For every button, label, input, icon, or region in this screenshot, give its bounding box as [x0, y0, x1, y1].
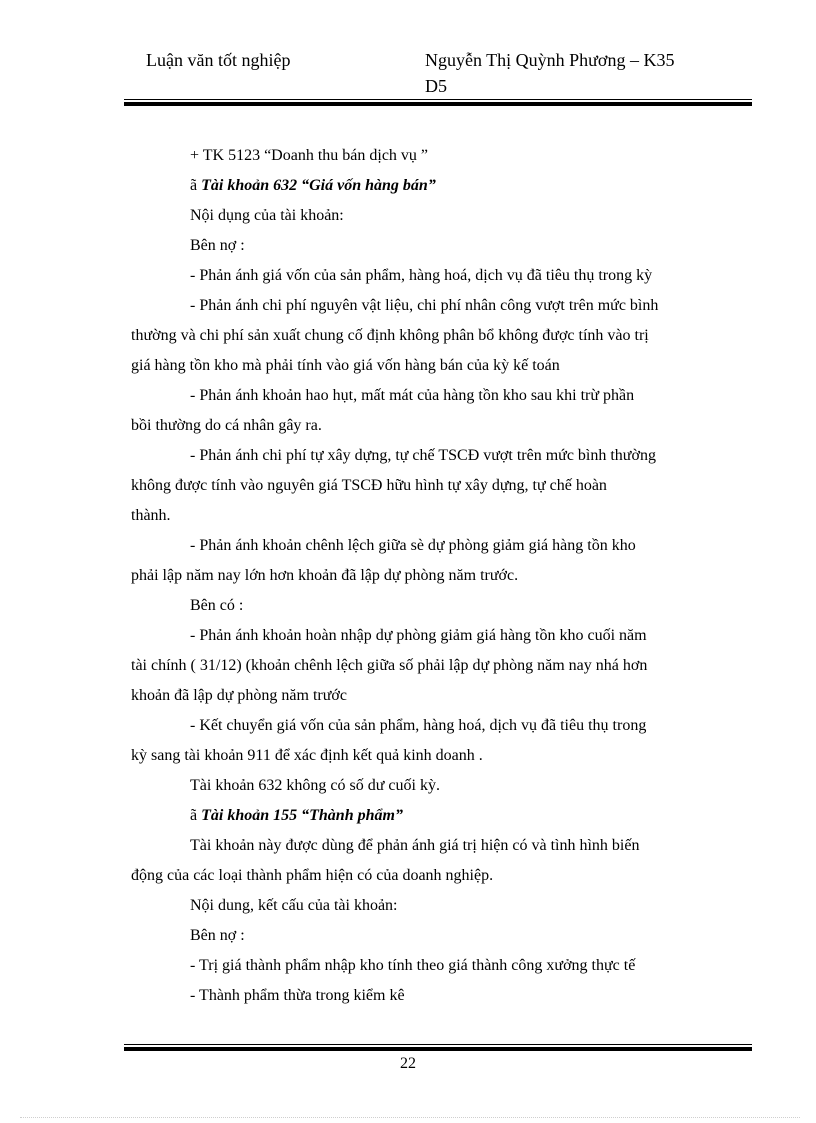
text-line: Tài khoản 632 không có số dư cuối kỳ.: [190, 777, 440, 794]
bullet-symbol: ã: [190, 807, 198, 824]
text-line: - Phản ánh khoản hoàn nhập dự phòng giảm giá hàng tồn kho cuối năm: [190, 627, 647, 644]
text-line: - Trị giá thành phẩm nhập kho tính theo giá thành công xưởng thực tế: [190, 957, 636, 974]
document-body: [131, 141, 740, 1011]
heading-text: Tài khoản 632 “Giá vốn hàng bán”: [201, 177, 436, 194]
header-rule-thin: [124, 99, 752, 100]
text-line: - Phản ánh khoản chênh lệch giữa sè dự phòng giảm giá hàng tồn kho: [190, 537, 636, 554]
text-line: Nội dung, kết cấu của tài khoản:: [190, 897, 398, 914]
footer-rule-thick: [124, 1047, 752, 1051]
header-right-continued: D5: [425, 76, 447, 96]
text-line: động của các loại thành phẩm hiện có của doanh nghiệp.: [131, 867, 494, 884]
section-heading-632: [131, 171, 740, 201]
text-line: Bên nợ :: [190, 237, 245, 254]
text-line: - Kết chuyển giá vốn của sản phẩm, hàng hoá, dịch vụ đã tiêu thụ trong: [190, 717, 647, 734]
text-line: không được tính vào nguyên giá TSCĐ hữu hình tự xây dựng, tự chế hoàn: [131, 477, 607, 494]
header-rule-thick: [124, 102, 752, 106]
text-line: - Phản ánh chi phí tự xây dựng, tự chế TSCĐ vượt trên mức bình thường: [190, 447, 656, 464]
text-line: thành.: [131, 507, 171, 524]
text-line: Nội dụng của tài khoản:: [190, 207, 344, 224]
page-number: 22: [400, 1055, 416, 1072]
header-right: Nguyễn Thị Quỳnh Phương – K35: [425, 50, 675, 70]
page-edge-dotted-line: [20, 1117, 800, 1118]
text-line: bồi thường do cá nhân gây ra.: [131, 417, 322, 434]
text-line: - Thành phẩm thừa trong kiểm kê: [190, 987, 405, 1004]
text-line: Bên có :: [190, 597, 244, 614]
text-line: kỳ sang tài khoản 911 để xác định kết quả kinh doanh .: [131, 747, 483, 764]
text-line: khoản đã lập dự phòng năm trước: [131, 687, 347, 704]
bullet-symbol: ã: [190, 177, 198, 194]
text-line: - Phản ánh chi phí nguyên vật liệu, chi phí nhân công vượt trên mức bình: [190, 297, 659, 314]
text-line: giá hàng tồn kho mà phải tính vào giá vốn hàng bán của kỳ kế toán: [131, 357, 560, 374]
text-line: Tài khoản này được dùng để phản ánh giá trị hiện có và tình hình biến: [190, 837, 640, 854]
text-line: - Phản ánh khoản hao hụt, mất mát của hàng tồn kho sau khi trừ phần: [190, 387, 635, 404]
text-line: + TK 5123 “Doanh thu bán dịch vụ ”: [190, 147, 429, 164]
text-line: phải lập năm nay lớn hơn khoản đã lập dự phòng năm trước.: [131, 567, 519, 584]
text-line: Bên nợ :: [190, 927, 245, 944]
heading-text: Tài khoản 155 “Thành phẩm”: [201, 807, 403, 824]
text-line: - Phản ánh giá vốn của sản phẩm, hàng hoá, dịch vụ đã tiêu thụ trong kỳ: [190, 267, 653, 284]
footer-rule-thin: [124, 1044, 752, 1045]
header-left: Luận văn tốt nghiệp: [146, 50, 291, 70]
section-heading-155: [131, 801, 740, 831]
text-line: thường và chi phí sản xuất chung cố định không phân bổ không được tính vào trị: [131, 327, 649, 344]
text-line: tài chính ( 31/12) (khoản chênh lệch giữa số phải lập dự phòng năm nay nhá hơn: [131, 657, 648, 674]
